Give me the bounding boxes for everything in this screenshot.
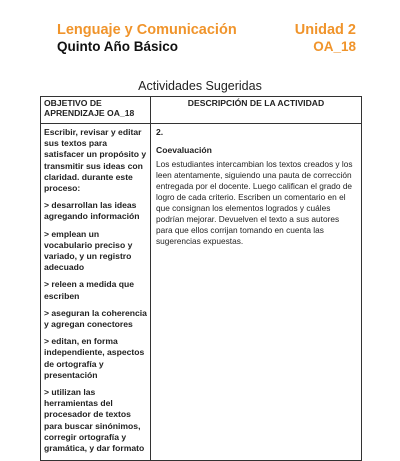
activity-description: Los estudiantes intercambian los textos creados y los leen atentamente, siguiendo una pauta de corrección entregada por el docente. Luego califican el grado de logro de cada criterio. Escriben un comentario en el que consignan los elementos logrados y cuáles podrían mejorar. Devuelven el texto a sus autores para que ellos corrijan tomando en cuenta las sugerencias expuestas. xyxy=(156,159,353,246)
objective-item: > editan, en forma independiente, aspectos de ortografía y presentación xyxy=(44,336,145,380)
activity-number: 2. xyxy=(156,127,164,137)
objective-intro: Escribir, revisar y editar sus textos para satisfacer un propósito y transmitir sus ideas con claridad. durante este proceso: xyxy=(44,127,147,194)
activity-column-header: DESCRIPCIÓN DE LA ACTIVIDAD xyxy=(151,97,362,124)
document-header xyxy=(57,22,356,58)
objective-column-header: OBJETIVO DE APRENDIZAJE OA_18 xyxy=(41,97,151,124)
objective-code: OA_18 xyxy=(313,39,356,54)
objective-item: > aseguran la coherencia y agregan conectores xyxy=(44,307,147,330)
section-title: Actividades Sugeridas xyxy=(138,79,262,93)
unit-label: Unidad 2 xyxy=(294,22,356,38)
table-header-row xyxy=(41,97,362,124)
activities-table xyxy=(40,96,362,461)
objective-cell xyxy=(41,124,151,461)
subject-title: Lenguaje y Comunicación xyxy=(57,22,237,38)
grade-level: Quinto Año Básico xyxy=(57,39,178,54)
objective-item: > desarrollan las ideas agregando información xyxy=(44,200,140,222)
header-left xyxy=(57,22,237,55)
activity-title: Coevaluación xyxy=(156,145,212,155)
objective-item: > releen a medida que escriben xyxy=(44,279,135,301)
objective-item: > emplean un vocabulario preciso y variado, y un registro adecuado xyxy=(44,228,133,273)
table-row xyxy=(41,124,362,461)
header-right xyxy=(295,22,356,55)
activity-cell xyxy=(151,124,362,461)
objective-item: > utilizan las herramientas del procesador de textos para buscar sinónimos, corregir ortografía y gramática, y dar formato xyxy=(44,387,145,454)
